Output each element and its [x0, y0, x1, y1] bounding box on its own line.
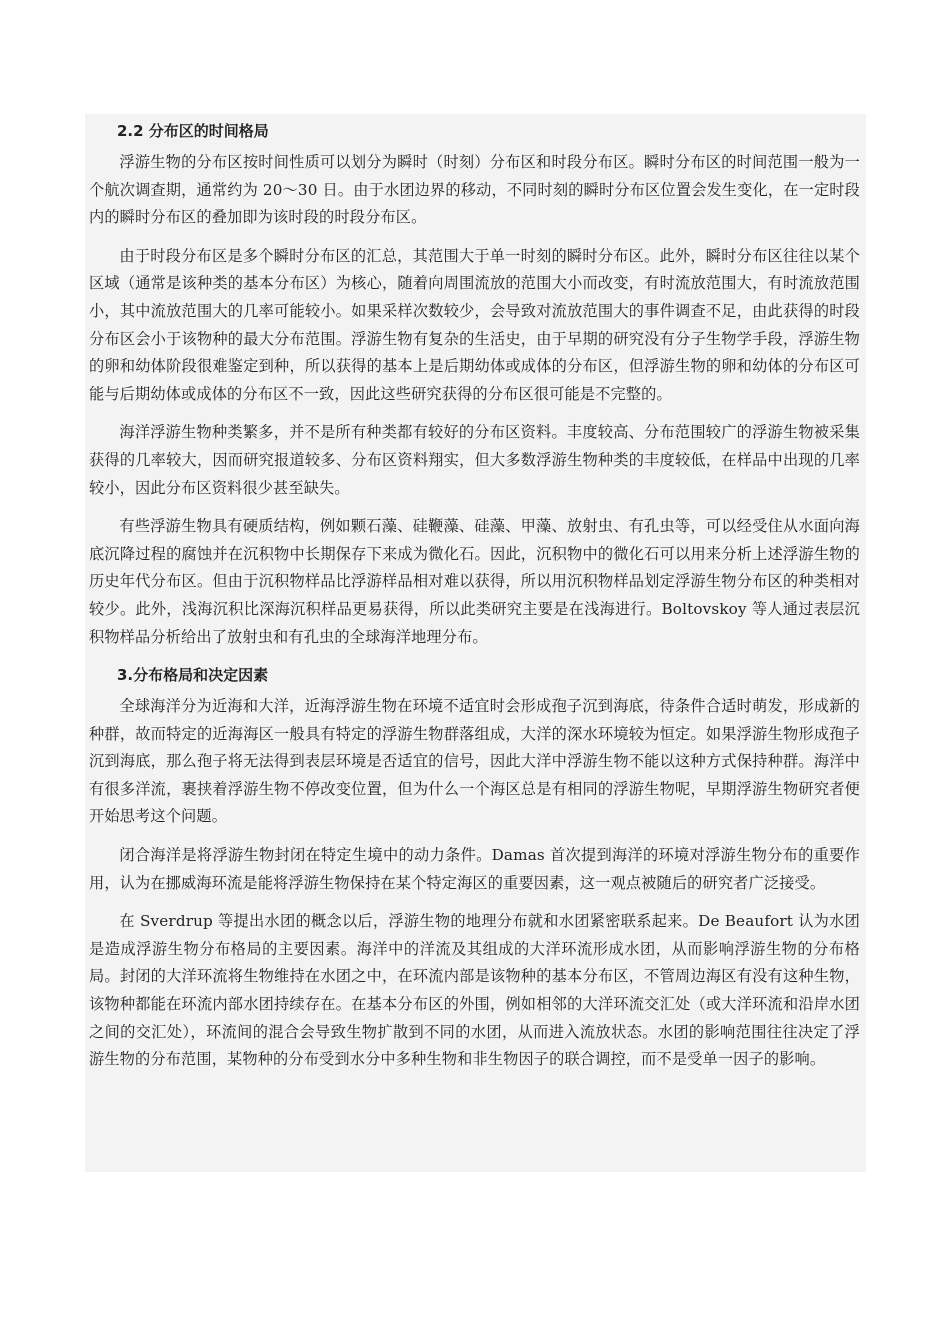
paragraph: 全球海洋分为近海和大洋，近海浮游生物在环境不适宜时会形成孢子沉到海底，待条件合适时萌发，形成新的种群，故而特定的近海海区一般具有特定的浮游生物群落组成，大洋的深水环境较为恒定。如果浮游生物形成孢子沉到海底，那么孢子将无法得到表层环境是否适宜的信号，因此大洋中浮游生物不能以这种方式保持种群。海洋中有很多洋流，裹挟着浮游生物不停改变位置，但为什么一个海区总是有相同的浮游生物呢，早期浮游生物研究者便开始思考这个问题。 [89, 697, 860, 826]
paragraph: 在 Sverdrup 等提出水团的概念以后，浮游生物的地理分布就和水团紧密联系起来。De Beaufort 认为水团是造成浮游生物分布格局的主要因素。海洋中的洋流及其组成的大洋环流形成水团，从而影响浮游生物的分布格局。封闭的大洋环流将生物维持在水团之中，在环流内部是该物种的基本分布区，不管周边海区有没有这种生物，该物种都能在环流内部水团持续存在。在基本分布区的外围，例如相邻的大洋环流交汇处（或大洋环流和沿岸水团之间的交汇处），环流间的混合会导致生物扩散到不同的水团，从而进入流放状态。水团的影响范围往往决定了浮游生物的分布范围，某物种的分布受到水分中多种生物和非生物因子的联合调控，而不是受单一因子的影响。 [89, 912, 860, 1069]
section-heading-time-pattern: 2.2 分布区的时间格局 [117, 122, 269, 140]
paragraph: 浮游生物的分布区按时间性质可以划分为瞬时（时刻）分布区和时段分布区。瞬时分布区的时间范围一般为一个航次调查期，通常约为 20～30 日。由于水团边界的移动，不同时刻的瞬时分布区位置会发生变化，在一定时段内的瞬时分布区的叠加即为该时段的时段分布区。 [89, 153, 860, 227]
section-heading-distribution-factors: 3.分布格局和决定因素 [117, 666, 269, 685]
paragraph: 有些浮游生物具有硬质结构，例如颗石藻、硅鞭藻、硅藻、甲藻、放射虫、有孔虫等，可以经受住从水面向海底沉降过程的腐蚀并在沉积物中长期保存下来成为微化石。因此，沉积物中的微化石可以用来分析上述浮游生物的历史年代分布区。但由于沉积物样品比浮游样品相对难以获得，所以用沉积物样品划定浮游生物分布区的种类相对较少。此外，浅海沉积比深海沉积样品更易获得，所以此类研究主要是在浅海进行。Boltovskoy 等人通过表层沉积物样品分析给出了放射虫和有孔虫的全球海洋地理分布。 [89, 517, 860, 646]
paragraph: 由于时段分布区是多个瞬时分布区的汇总，其范围大于单一时刻的瞬时分布区。此外，瞬时分布区往往以某个区域（通常是该种类的基本分布区）为核心，随着向周围流放的范围大小而改变，有时流放范围大，有时流放范围小，其中流放范围大的几率可能较小。如果采样次数较少，会导致对流放范围大的事件调查不足，由此获得的时段分布区会小于该物种的最大分布范围。浮游生物有复杂的生活史，由于早期的研究没有分子生物学手段，浮游生物的卵和幼体阶段很难鉴定到种，所以获得的基本上是后期幼体或成体的分布区，但浮游生物的卵和幼体的分布区可能与后期幼体或成体的分布区不一致，因此这些研究获得的分布区很可能是不完整的。 [89, 246, 860, 403]
paragraph: 闭合海洋是将浮游生物封闭在特定生境中的动力条件。Damas 首次提到海洋的环境对浮游生物分布的重要作用，认为在挪威海环流是能将浮游生物保持在某个特定海区的重要因素，这一观点被随后的研究者广泛接受。 [89, 846, 860, 892]
document-text-block [85, 114, 866, 1172]
paragraph: 海洋浮游生物种类繁多，并不是所有种类都有较好的分布区资料。丰度较高、分布范围较广的浮游生物被采集获得的几率较大，因而研究报道较多、分布区资料翔实，但大多数浮游生物种类的丰度较低，在样品中出现的几率较小，因此分布区资料很少甚至缺失。 [89, 423, 860, 497]
